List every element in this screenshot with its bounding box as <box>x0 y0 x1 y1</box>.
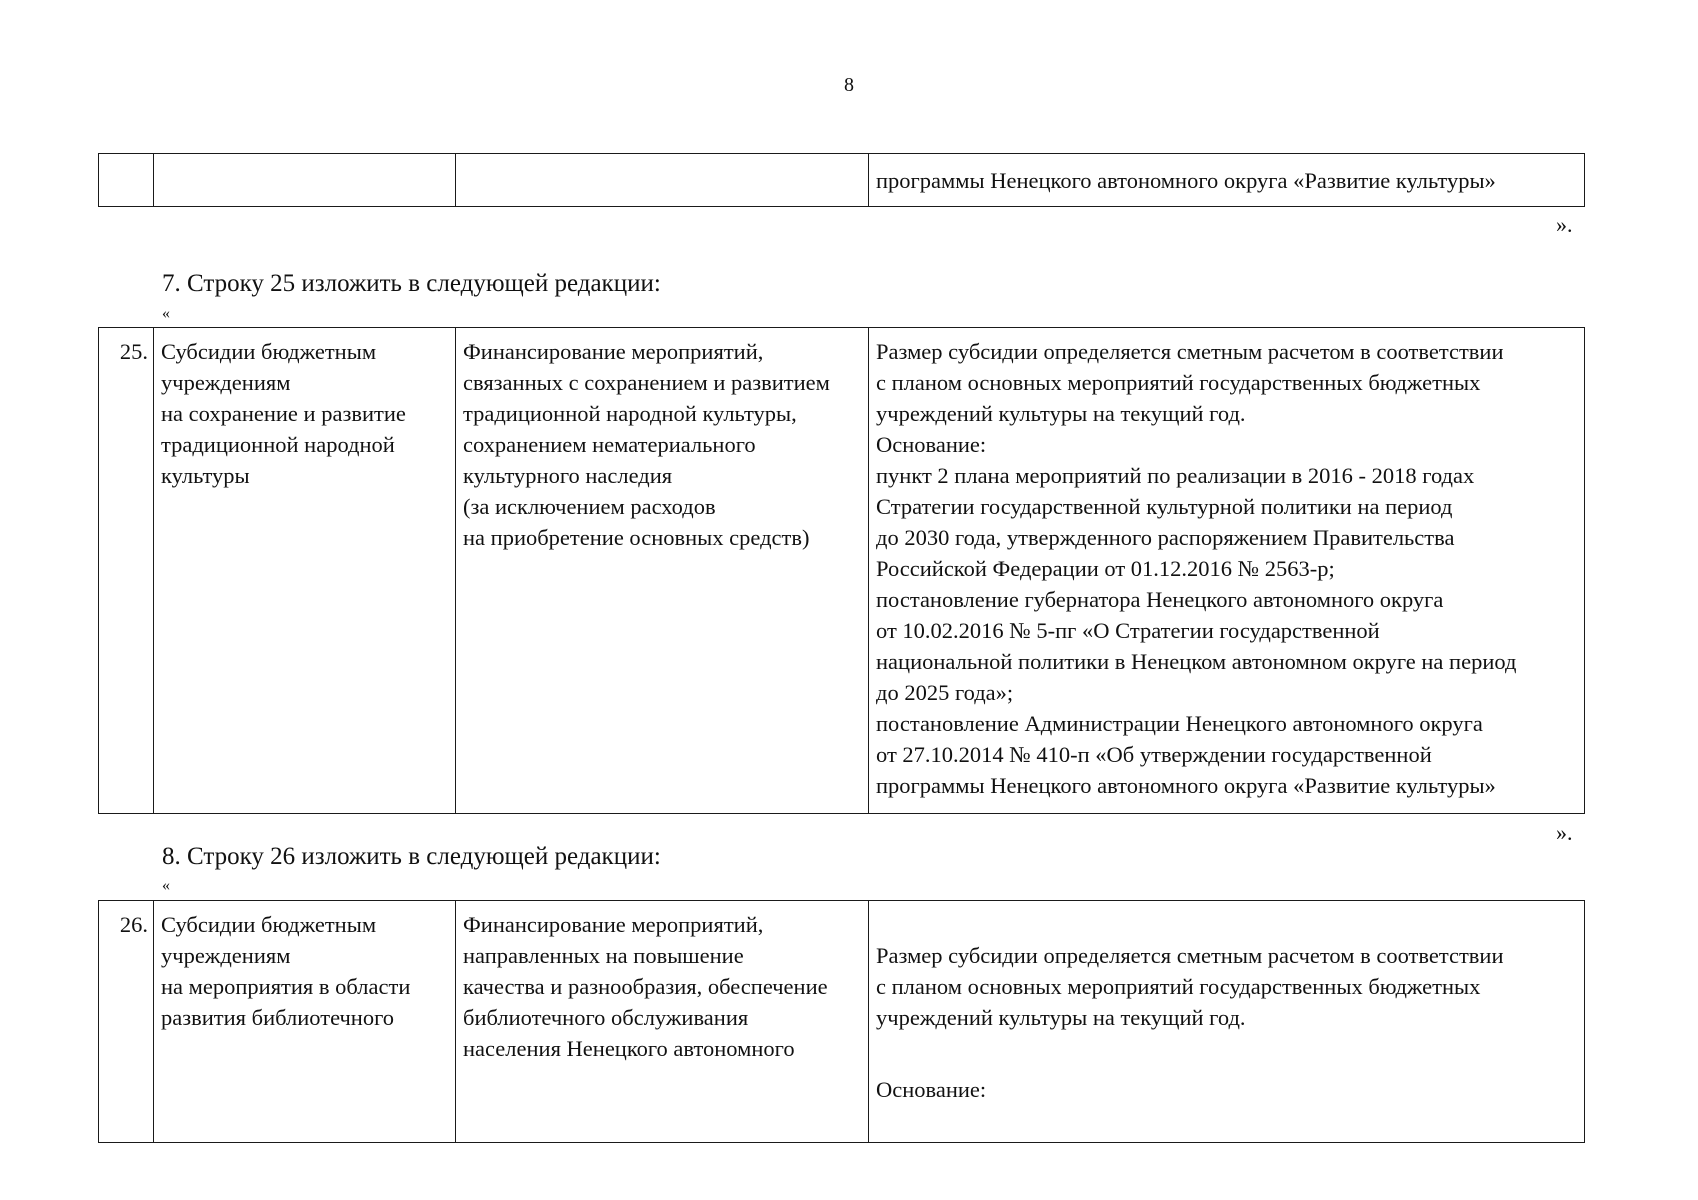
row-number-cell: 25. <box>99 328 154 814</box>
section-8-heading: 8. Строку 26 изложить в следующей редакции: <box>162 843 661 870</box>
row-25-table <box>98 327 1585 814</box>
table-row <box>99 901 1585 1143</box>
table-row <box>99 328 1585 814</box>
subsidy-name-cell <box>154 154 456 207</box>
section-7-heading: 7. Строку 25 изложить в следующей редакции: <box>162 270 661 297</box>
closing-quote: ». <box>1556 820 1573 845</box>
purpose-cell: Финансирование мероприятий, направленных на повышение качества и разнообразия, обеспечение библиотечного обслуживания населения Ненецкого автономного <box>456 901 869 1143</box>
page-number: 8 <box>844 74 854 96</box>
basis-text: Размер субсидии определяется сметным расчетом в соответствии с планом основных мероприятий государственных бюджетных учреждений культуры на текущий год. <box>876 943 1504 1030</box>
purpose-cell: Финансирование мероприятий, связанных с сохранением и развитием традиционной народной культуры, сохранением нематериального культурного наследия (за исключением расходов на приобретение основных средств) <box>456 328 869 814</box>
basis-cell: Размер субсидии определяется сметным расчетом в соответствии с планом основных мероприятий государственных бюджетных учреждений культуры на текущий год. Основание: пункт 2 плана мероприятий по реализации в 2016 - 2018 годах Стратегии государственной культурной политики на период до 2030 года, утвержденного распоряжением Правительства Российской Федерации от 01.12.2016 № 2563-р; постановление губернатора Ненецкого автономного округа от 10.02.2016 № 5-пг «О Стратегии государственной национальной политики в Ненецком автономном округе на период до 2025 года»; постановление Администрации Ненецкого автономного округа от 27.10.2014 № 410-п «Об утверждении государственной программы Ненецкого автономного округа «Развитие культуры» <box>869 328 1585 814</box>
table-row <box>99 154 1585 207</box>
basis-label: Основание: <box>876 1077 987 1102</box>
subsidy-name-cell: Субсидии бюджетным учреждениям на сохранение и развитие традиционной народной культуры <box>154 328 456 814</box>
basis-cell: программы Ненецкого автономного округа «Развитие культуры» <box>869 154 1585 207</box>
subsidy-name-cell: Субсидии бюджетным учреждениям на мероприятия в области развития библиотечного <box>154 901 456 1143</box>
row-number-cell <box>99 154 154 207</box>
row-26-table <box>98 900 1585 1143</box>
opening-quote: « <box>162 305 170 322</box>
purpose-cell <box>456 154 869 207</box>
closing-quote: ». <box>1556 212 1573 237</box>
row-number-cell: 26. <box>99 901 154 1143</box>
basis-cell <box>869 901 1585 1143</box>
previous-table-fragment <box>98 153 1585 207</box>
opening-quote: « <box>162 877 170 894</box>
